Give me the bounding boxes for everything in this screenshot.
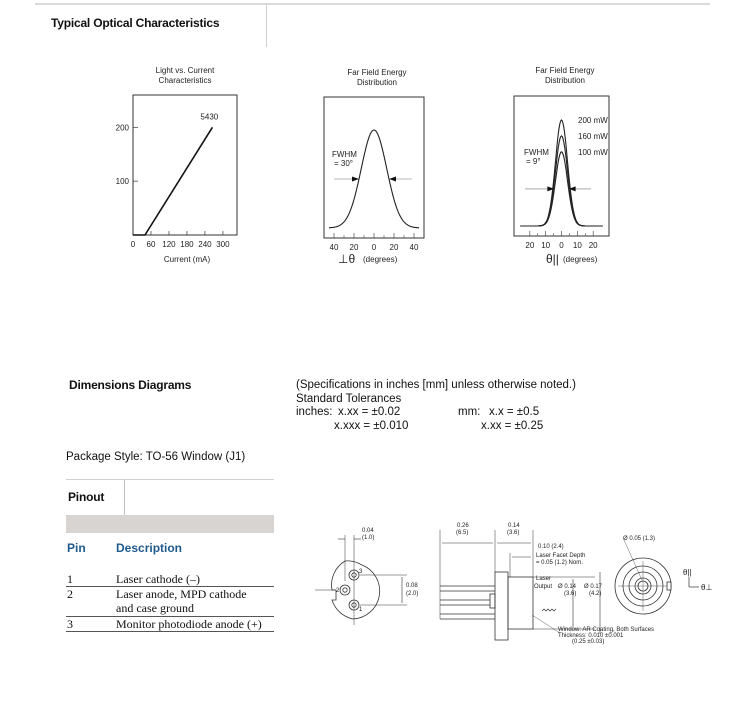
chart3-title-line2: Distribution [544, 76, 585, 85]
pinout-desc: Laser cathode (–) [116, 572, 200, 586]
pinout-row [67, 572, 275, 586]
side-dim-cap: 0.14 [508, 523, 520, 529]
chart2-xlabel: (degrees) [363, 255, 398, 264]
side-window-line3: (0.25 ±0.03) [572, 639, 605, 645]
chart-far-field-parallel [495, 90, 635, 270]
chart-light-vs-current [100, 90, 250, 270]
chart3-xtick-label: 20 [588, 241, 598, 250]
chart2-xtick-label: 40 [329, 243, 339, 252]
side-dim-len-mm: (6.5) [456, 530, 469, 536]
side-dim-len: 0.26 [457, 523, 469, 529]
side-dim-window: 0.10 (2.4) [538, 544, 564, 550]
pinout-top-divider [66, 479, 274, 480]
spec-mm-label: mm: [458, 406, 481, 418]
pinout-pin: 3 [67, 617, 73, 631]
chart2-fwhm-value: = 30° [334, 159, 353, 168]
chart3-axis-symbol: θ|| [546, 252, 559, 266]
mechanical-drawing [290, 515, 720, 655]
side-cap [508, 577, 533, 629]
chart3-xtick-label: 10 [572, 241, 582, 250]
front-dim-pin-mm: (1.0) [362, 535, 375, 541]
pin2-label: 2 [336, 588, 340, 594]
chart3-xlabel: (degrees) [563, 255, 598, 264]
package-style: Package Style: TO-56 Window (J1) [66, 451, 246, 463]
front-dim-pin: 0.04 [362, 528, 374, 534]
pin1-label: 1 [359, 607, 363, 613]
side-dia2-mm: (4.2) [589, 591, 602, 597]
rear-theta-perp: θ⊥ [701, 583, 713, 592]
chart-far-field-perpendicular [300, 90, 440, 270]
pinout-pin: 1 [67, 572, 73, 586]
header-vertical-divider [266, 5, 267, 47]
chart3-fwhm-label: FWHM [524, 148, 549, 157]
spec-mm-tol1: x.x = ±0.5 [489, 406, 540, 418]
spec-inches-label: inches: [296, 406, 333, 418]
chart1-xtick-label: 180 [180, 240, 194, 249]
pinout-row [67, 617, 275, 631]
chart1-ytick-label: 200 [115, 123, 129, 133]
chart1-ytick-label: 100 [115, 177, 129, 187]
chart2-xtick-label: 20 [389, 243, 399, 252]
rear-view [615, 540, 699, 614]
pinout-row [67, 587, 275, 615]
section-title-optical: Typical Optical Characteristics [51, 16, 220, 30]
pinout-title: Pinout [68, 490, 105, 504]
chart1-title-line1: Light vs. Current [155, 66, 215, 75]
chart1-series-line [133, 127, 212, 235]
side-window-line2: Thickness: 0.010 ±0.001 [558, 633, 624, 639]
side-dim-cap-mm: (3.6) [507, 530, 520, 536]
front-dim-spacing: 0.08 [406, 583, 418, 589]
pin3-label: 3 [359, 569, 363, 575]
chart2-xtick-label: 20 [349, 243, 359, 252]
chart3-series-label: 100 mW [578, 147, 608, 157]
front-dim-spacing-mm: (2.0) [406, 591, 419, 597]
chart1-xtick-label: 120 [162, 240, 176, 249]
section-title-dimensions: Dimensions Diagrams [69, 378, 192, 392]
side-dia2: Ø 0.17 [584, 584, 603, 590]
chart3-xtick-label: 10 [541, 241, 551, 250]
chart3-title-line1: Far Field Energy [535, 66, 595, 75]
chart3-fwhm-value: = 9° [526, 157, 541, 166]
side-facet-line2: = 0.05 (1.2) Nom. [536, 560, 583, 566]
spec-inch-tol2: x.xxx = ±0.010 [334, 419, 409, 432]
side-window-line1: Window: AR Coating, Both Surfaces [558, 627, 655, 633]
rear-dia: Ø 0.05 (1.3) [623, 536, 656, 542]
spec-mm-tol2: x.xx = ±0.25 [481, 419, 544, 432]
chart1-title-line2: Characteristics [158, 76, 212, 85]
pinout-desc: Laser anode, MPD cathode [116, 587, 247, 601]
chart1-xtick-label: 300 [216, 240, 230, 249]
side-facet-line1: Laser Facet Depth [536, 553, 586, 559]
spec-block [296, 379, 616, 433]
pinout-pin: 2 [67, 587, 73, 601]
side-key [490, 594, 495, 608]
chart1-xlabel: Current (mA) [163, 255, 211, 264]
chart3-title [512, 66, 618, 86]
chart2-xtick-label: 0 [371, 243, 377, 252]
pin2-circle [340, 585, 350, 595]
side-dia1: Ø 0.14 [558, 584, 577, 590]
rear-theta-par: θ|| [683, 568, 692, 577]
chart1-xtick-label: 240 [198, 240, 212, 249]
chart2-title-line2: Distribution [356, 78, 397, 87]
pinout-col-description: Description [116, 541, 183, 555]
chart1-title [133, 66, 237, 86]
chart2-axis-symbol: ⊥θ [338, 252, 356, 266]
chart2-title [322, 68, 432, 88]
side-dia1-mm: (3.6) [564, 591, 577, 597]
chart2-fwhm-arrow-left [352, 177, 359, 182]
spec-tolerances-label: Standard Tolerances [296, 392, 402, 405]
spec-note: (Specifications in inches [mm] unless otherwise noted.) [296, 379, 576, 391]
chart3-xtick-label: 0 [559, 241, 564, 250]
spec-inch-tol1: x.xx = ±0.02 [338, 406, 401, 418]
pinout-desc-cont: and case ground [116, 601, 194, 615]
pinout-desc: Monitor photodiode anode (+) [116, 617, 262, 631]
chart1-frame [133, 95, 237, 235]
side-output-line1: Laser [536, 576, 552, 582]
side-flange [495, 572, 508, 640]
chart3-xtick-label: 20 [525, 241, 535, 250]
pinout-row-divider [66, 631, 274, 632]
chart2-title-line1: Far Field Energy [347, 68, 407, 77]
chart1-xtick-label: 0 [130, 240, 136, 249]
chart3-series-label: 160 mW [578, 131, 608, 141]
pinout-col-pin: Pin [67, 541, 86, 555]
chart2-xtick-label: 40 [409, 243, 419, 252]
chart1-xtick-label: 60 [146, 240, 156, 249]
chart2-fwhm-arrow-right [389, 177, 396, 182]
chart2-fwhm-label: FWHM [332, 150, 357, 159]
chart1-series-label: 5430 [200, 112, 219, 122]
pinout-band [66, 515, 274, 533]
side-output-line2: Output [534, 584, 553, 590]
top-divider [35, 3, 710, 5]
chart3-series-label: 200 mW [578, 116, 608, 125]
